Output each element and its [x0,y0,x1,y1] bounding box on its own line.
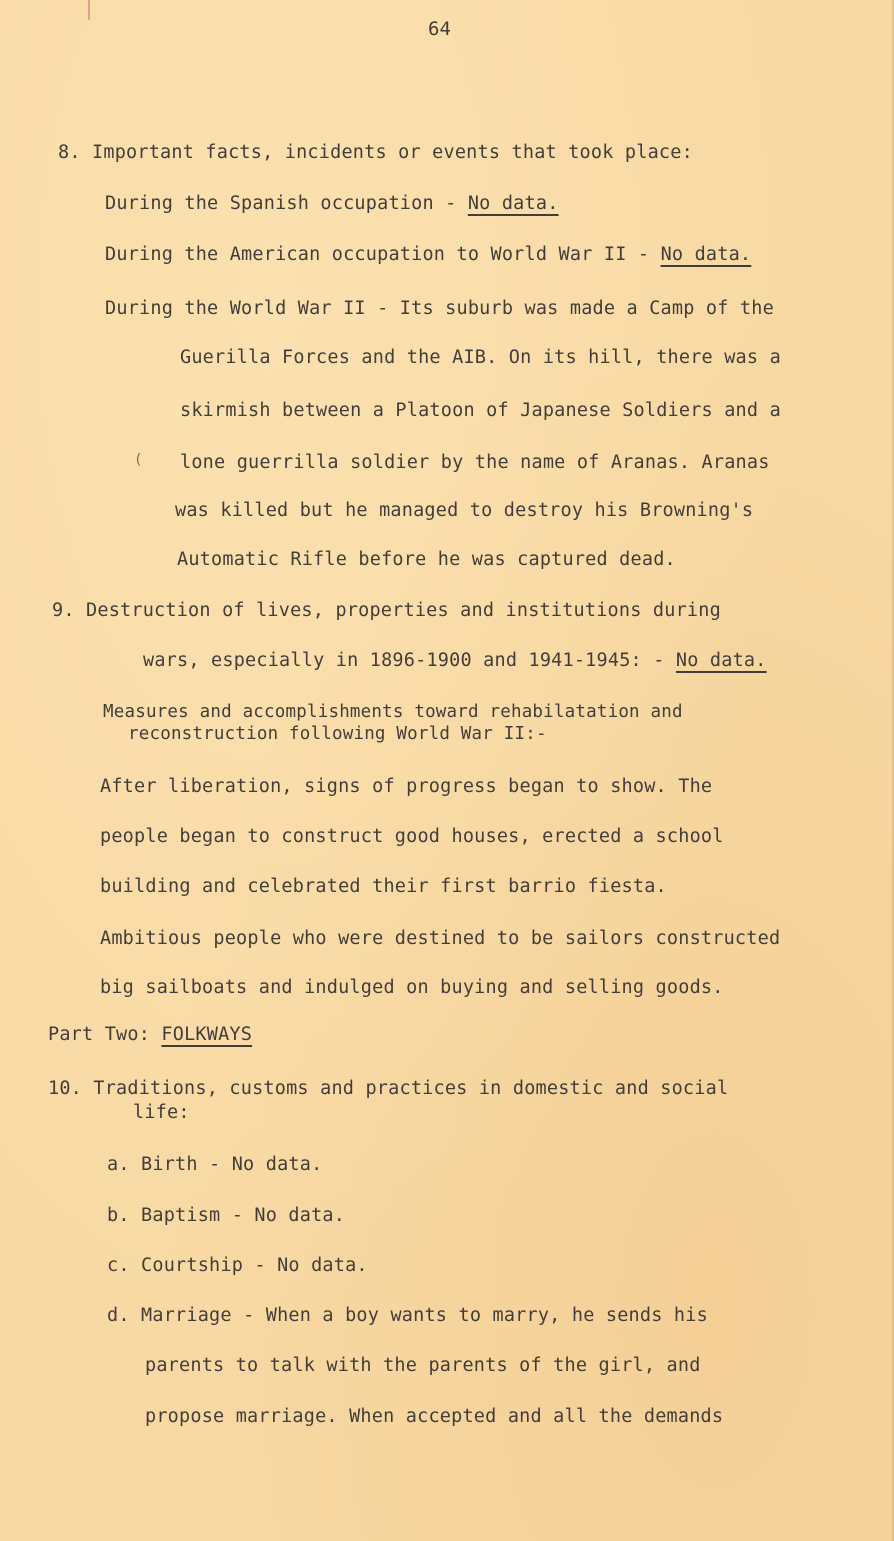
world-war-line: During the World War II - Its suburb was made a Camp of the [105,298,774,319]
aranas-line: lone guerrilla soldier by the name of Aranas. Aranas [180,452,770,473]
part-two-heading [48,1024,252,1045]
houses-line: people began to construct good houses, erected a school [100,826,724,847]
no-data-underlined: No data. [467,193,559,214]
sailboats-line: big sailboats and indulged on buying and selling goods. [100,977,724,998]
liberation-line: After liberation, signs of progress began to show. The [100,776,713,797]
spanish-occupation-line [105,193,559,214]
line-text: During the American occupation to World War II - [105,244,661,265]
birth-item: a. Birth - No data. [107,1154,323,1175]
no-data-underlined: No data. [660,244,752,265]
sailors-line: Ambitious people who were destined to be sailors constructed [100,928,781,949]
measures-heading: Measures and accomplishments toward rehabilatation and [103,702,683,722]
marriage-item: d. Marriage - When a boy wants to marry, he sends his [107,1305,708,1326]
skirmish-line: skirmish between a Platoon of Japanese Soldiers and a [180,400,781,421]
margin-rule [88,0,90,20]
no-data-underlined: No data. [675,650,767,671]
item-8-heading: 8. Important facts, incidents or events that took place: [58,142,693,163]
page-number: 64 [428,18,451,40]
stray-mark: ( [134,452,143,468]
guerilla-line: Guerilla Forces and the AIB. On its hill, there was a [180,347,781,368]
line-text: wars, especially in 1896-1900 and 1941-1945: - [143,650,676,671]
wars-line [143,650,767,671]
line-text: During the Spanish occupation - [105,193,468,214]
marriage-line-2: parents to talk with the parents of the girl, and [145,1355,701,1376]
folkways-title: FOLKWAYS [161,1024,253,1045]
marriage-line-3: propose marriage. When accepted and all the demands [145,1406,724,1427]
browning-line: was killed but he managed to destroy his Browning's [175,500,754,521]
rifle-line: Automatic Rifle before he was captured dead. [177,549,676,570]
item-10-continuation: life: [133,1102,190,1123]
part-two-label: Part Two: [48,1024,162,1045]
item-9-heading: 9. Destruction of lives, properties and institutions during [52,600,721,621]
reconstruction-heading: reconstruction following World War II:- [128,724,547,744]
courtship-item: c. Courtship - No data. [107,1255,368,1276]
fiesta-line: building and celebrated their first barrio fiesta. [100,876,667,897]
item-10-heading: 10. Traditions, customs and practices in domestic and social [48,1078,729,1099]
baptism-item: b. Baptism - No data. [107,1205,346,1226]
american-occupation-line [105,244,751,265]
